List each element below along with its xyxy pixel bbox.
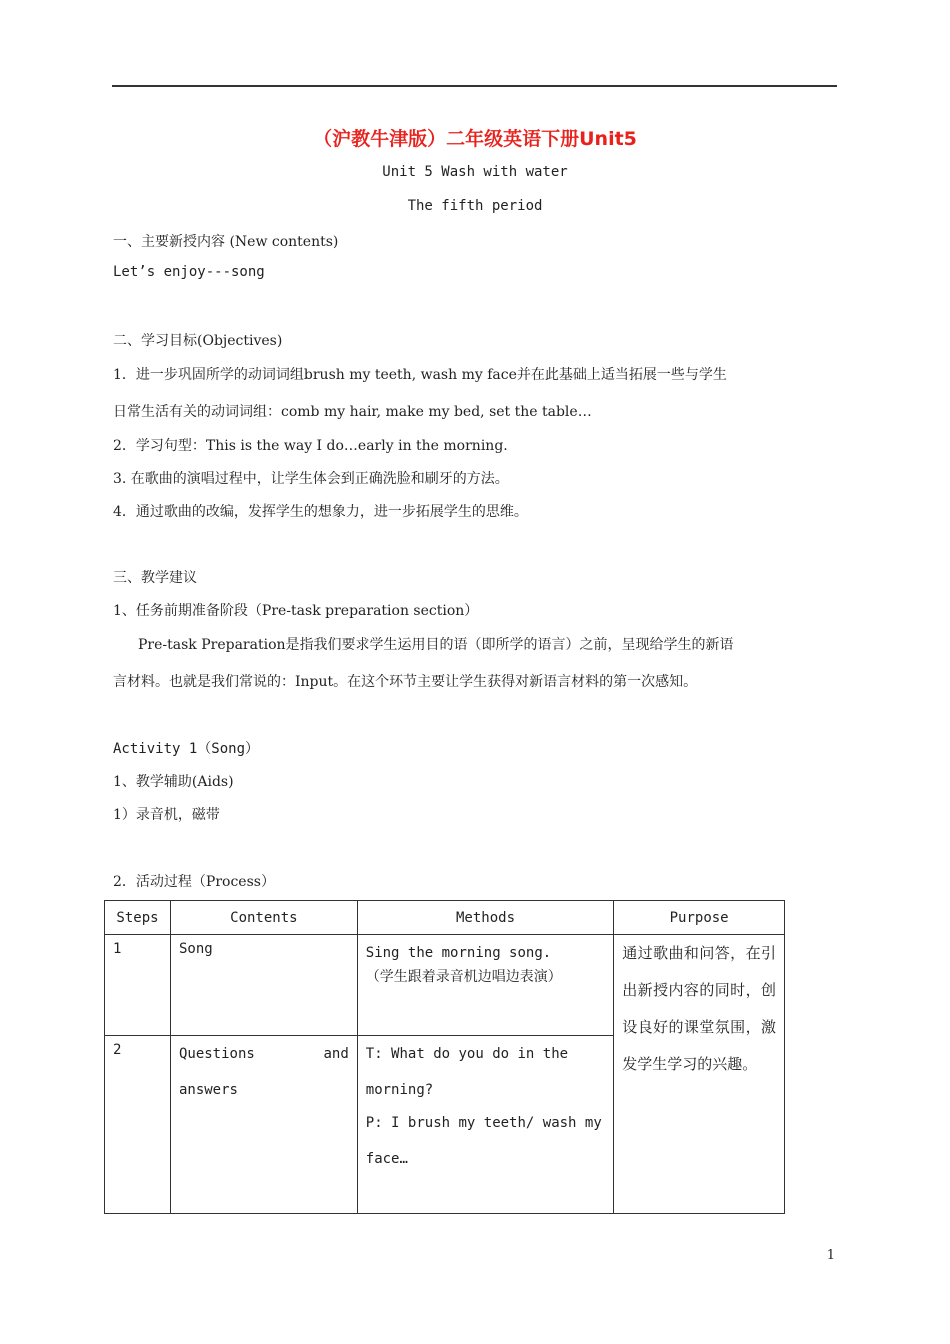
step-cell: 1	[105, 935, 171, 1036]
method-line: morning?	[365, 1082, 434, 1098]
method-line: T: What do you do in the	[365, 1046, 569, 1062]
content-cell: Song	[170, 935, 357, 1036]
table-header-row	[105, 901, 785, 935]
method-line: face…	[365, 1151, 408, 1167]
content-line	[179, 1042, 349, 1066]
method-line: Sing the morning song.	[365, 945, 552, 961]
header-purpose: Purpose	[614, 901, 785, 935]
pre-task-paragraph-line2: 言材料。也就是我们常说的：Input。在这个环节主要让学生获得对新语言材料的第一次感知。	[113, 674, 698, 690]
purpose-cell	[614, 935, 785, 1214]
activity-heading: Activity 1（Song）	[113, 741, 260, 757]
method-line: P: I brush my teeth/ wash my	[365, 1115, 602, 1131]
objective-4: 4．通过歌曲的改编，发挥学生的想象力，进一步拓展学生的思维。	[113, 504, 528, 520]
period-title: The fifth period	[407, 198, 543, 214]
content-cell	[170, 1036, 357, 1214]
objective-2: 2．学习句型：This is the way I do…early in the morning.	[113, 438, 508, 454]
objective-3: 3. 在歌曲的演唱过程中，让学生体会到正确洗脸和刷牙的方法。	[113, 471, 509, 487]
aids-item: 1）录音机，磁带	[113, 807, 220, 823]
objective-1-line1: 1．进一步巩固所学的动词词组brush my teeth, wash my face并在此基础上适当拓展一些与学生	[113, 367, 727, 383]
section1-heading: 一、主要新授内容 (New contents)	[113, 234, 339, 250]
process-table	[104, 900, 785, 1214]
table-row	[105, 935, 785, 1036]
pre-task-heading: 1、任务前期准备阶段（Pre-task preparation section）	[113, 603, 479, 619]
aids-heading: 1、教学辅助(Aids)	[113, 774, 234, 790]
method-cell	[357, 1036, 613, 1214]
pre-task-paragraph-line1: Pre-task Preparation是指我们要求学生运用目的语（即所学的语言）之前，呈现给学生的新语	[138, 637, 734, 653]
section2-heading: 二、学习目标(Objectives)	[113, 333, 283, 349]
purpose-text: 通过歌曲和问答，在引出新授内容的同时，创设良好的课堂氛围，激发学生学习的兴趣。	[622, 944, 776, 1073]
header-methods: Methods	[357, 901, 613, 935]
step-cell: 2	[105, 1036, 171, 1214]
unit-title: Unit 5 Wash with water	[382, 164, 568, 180]
document-title: （沪教牛津版）二年级英语下册Unit5	[313, 128, 637, 150]
objective-1-line2: 日常生活有关的动词词组：comb my hair, make my bed, set the table…	[113, 404, 592, 420]
method-line: （学生跟着录音机边唱边表演）	[365, 969, 562, 985]
content-word: and	[323, 1046, 349, 1062]
header-contents: Contents	[170, 901, 357, 935]
method-cell	[357, 935, 613, 1036]
header-rule	[112, 85, 837, 87]
section3-heading: 三、教学建议	[113, 570, 197, 586]
section1-content: Let’s enjoy---song	[113, 264, 265, 280]
content-line: answers	[178, 1082, 238, 1098]
content-word: Questions	[178, 1046, 255, 1062]
process-heading: 2．活动过程（Process）	[113, 874, 275, 890]
page-number: 1	[826, 1248, 835, 1263]
header-steps: Steps	[105, 901, 171, 935]
